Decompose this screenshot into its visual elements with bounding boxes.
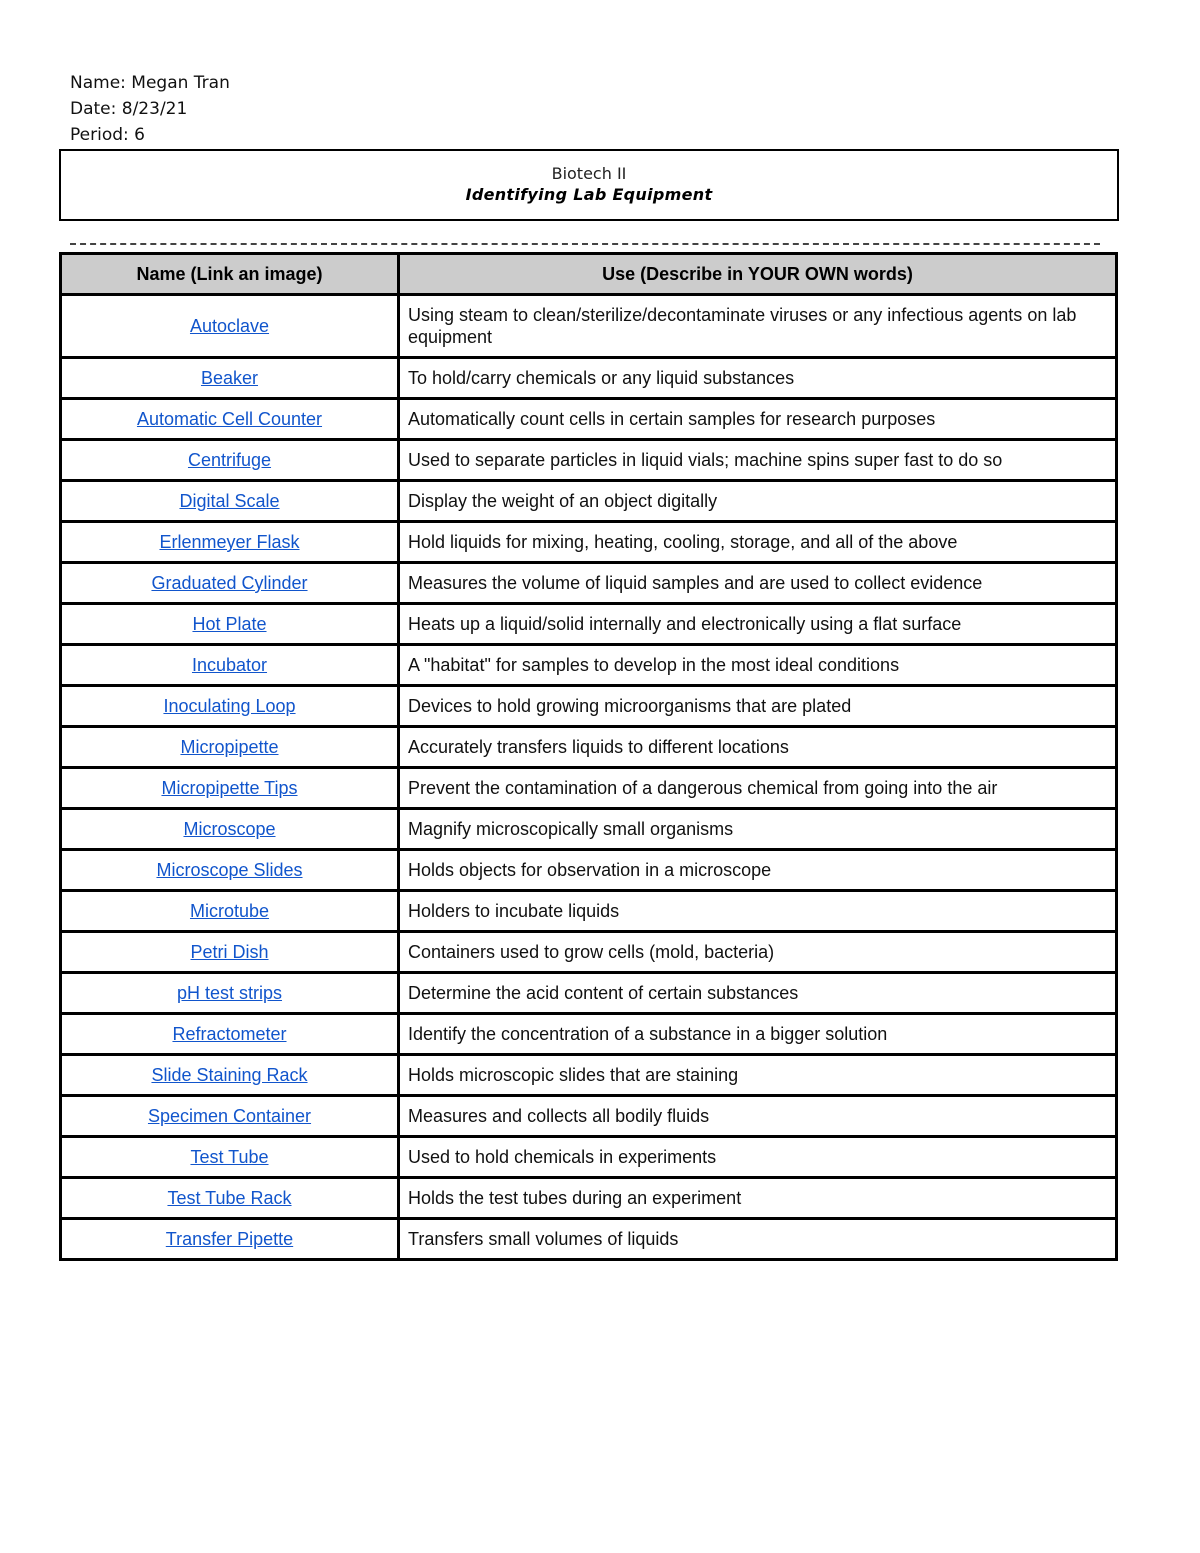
equipment-use-description: Determine the acid content of certain substances — [399, 973, 1117, 1014]
equipment-image-link[interactable]: Graduated Cylinder — [151, 573, 308, 593]
table-row — [61, 440, 1117, 481]
assignment-date: Date: 8/23/21 — [70, 99, 188, 119]
equipment-name-cell — [61, 399, 399, 440]
table-row — [61, 932, 1117, 973]
equipment-name-cell — [61, 850, 399, 891]
table-row — [61, 1178, 1117, 1219]
table-row — [61, 604, 1117, 645]
equipment-use-description: Transfers small volumes of liquids — [399, 1219, 1117, 1260]
table-row — [61, 1055, 1117, 1096]
equipment-use-description: Holds the test tubes during an experiment — [399, 1178, 1117, 1219]
lab-equipment-table — [59, 252, 1118, 1261]
table-row — [61, 522, 1117, 563]
equipment-name-cell — [61, 604, 399, 645]
equipment-image-link[interactable]: Micropipette — [180, 737, 279, 757]
table-header-row — [61, 254, 1117, 295]
equipment-use-description: Identify the concentration of a substance in a bigger solution — [399, 1014, 1117, 1055]
equipment-image-link[interactable]: pH test strips — [176, 983, 283, 1003]
equipment-image-link[interactable]: Slide Staining Rack — [151, 1065, 308, 1085]
equipment-use-description: Devices to hold growing microorganisms that are plated — [399, 686, 1117, 727]
equipment-use-description: Using steam to clean/sterilize/decontaminate viruses or any infectious agents on lab equipment — [399, 295, 1117, 358]
column-header-name: Name (Link an image) — [61, 254, 399, 295]
equipment-name-cell — [61, 1014, 399, 1055]
equipment-image-link[interactable]: Micropipette Tips — [161, 778, 298, 798]
page-title: Identifying Lab Equipment — [465, 185, 713, 204]
equipment-image-link[interactable]: Erlenmeyer Flask — [159, 532, 300, 552]
equipment-name-cell — [61, 563, 399, 604]
equipment-image-link[interactable]: Digital Scale — [179, 491, 280, 511]
equipment-name-cell — [61, 1137, 399, 1178]
equipment-use-description: Measures and collects all bodily fluids — [399, 1096, 1117, 1137]
equipment-use-description: Accurately transfers liquids to different locations — [399, 727, 1117, 768]
equipment-name-cell — [61, 727, 399, 768]
equipment-image-link[interactable]: Specimen Container — [147, 1106, 312, 1126]
equipment-image-link[interactable]: Microscope — [183, 819, 276, 839]
table-row — [61, 358, 1117, 399]
equipment-image-link[interactable]: Automatic Cell Counter — [136, 409, 323, 429]
equipment-use-description: Heats up a liquid/solid internally and electronically using a flat surface — [399, 604, 1117, 645]
equipment-image-link[interactable]: Beaker — [200, 368, 259, 388]
equipment-image-link[interactable]: Refractometer — [172, 1024, 287, 1044]
table-row — [61, 809, 1117, 850]
equipment-use-description: Containers used to grow cells (mold, bacteria) — [399, 932, 1117, 973]
equipment-name-cell — [61, 686, 399, 727]
table-row — [61, 850, 1117, 891]
table-row — [61, 1014, 1117, 1055]
equipment-use-description: Holds microscopic slides that are staining — [399, 1055, 1117, 1096]
equipment-image-link[interactable]: Inoculating Loop — [163, 696, 296, 716]
equipment-use-description: Used to hold chemicals in experiments — [399, 1137, 1117, 1178]
dashed-divider — [70, 243, 1100, 245]
equipment-use-description: Holders to incubate liquids — [399, 891, 1117, 932]
equipment-name-cell — [61, 295, 399, 358]
equipment-use-description: To hold/carry chemicals or any liquid substances — [399, 358, 1117, 399]
equipment-name-cell — [61, 932, 399, 973]
equipment-image-link[interactable]: Transfer Pipette — [165, 1229, 294, 1249]
equipment-image-link[interactable]: Petri Dish — [190, 942, 269, 962]
equipment-image-link[interactable]: Test Tube — [190, 1147, 269, 1167]
table-row — [61, 1096, 1117, 1137]
table-row — [61, 768, 1117, 809]
equipment-name-cell — [61, 1178, 399, 1219]
equipment-image-link[interactable]: Microscope Slides — [156, 860, 303, 880]
table-body — [61, 295, 1117, 1260]
equipment-name-cell — [61, 440, 399, 481]
table-row — [61, 1137, 1117, 1178]
equipment-name-cell — [61, 522, 399, 563]
title-box — [59, 149, 1119, 221]
equipment-name-cell — [61, 891, 399, 932]
equipment-use-description: Hold liquids for mixing, heating, cooling, storage, and all of the above — [399, 522, 1117, 563]
equipment-image-link[interactable]: Autoclave — [189, 316, 270, 336]
table-row — [61, 399, 1117, 440]
table-row — [61, 295, 1117, 358]
class-period: Period: 6 — [70, 125, 145, 145]
equipment-name-cell — [61, 1096, 399, 1137]
table-row — [61, 686, 1117, 727]
equipment-use-description: Prevent the contamination of a dangerous chemical from going into the air — [399, 768, 1117, 809]
equipment-image-link[interactable]: Centrifuge — [187, 450, 272, 470]
equipment-image-link[interactable]: Incubator — [191, 655, 268, 675]
table-row — [61, 481, 1117, 522]
column-header-use: Use (Describe in YOUR OWN words) — [399, 254, 1117, 295]
equipment-image-link[interactable]: Microtube — [189, 901, 270, 921]
table-row — [61, 563, 1117, 604]
equipment-name-cell — [61, 1219, 399, 1260]
student-info — [70, 70, 230, 148]
equipment-use-description: A "habitat" for samples to develop in the most ideal conditions — [399, 645, 1117, 686]
equipment-name-cell — [61, 645, 399, 686]
table-row — [61, 973, 1117, 1014]
table-row — [61, 645, 1117, 686]
table-row — [61, 727, 1117, 768]
table-row — [61, 1219, 1117, 1260]
equipment-name-cell — [61, 768, 399, 809]
equipment-name-cell — [61, 481, 399, 522]
equipment-use-description: Measures the volume of liquid samples and are used to collect evidence — [399, 563, 1117, 604]
equipment-name-cell — [61, 973, 399, 1014]
equipment-name-cell — [61, 1055, 399, 1096]
equipment-use-description: Display the weight of an object digitally — [399, 481, 1117, 522]
student-name: Name: Megan Tran — [70, 73, 230, 93]
equipment-use-description: Holds objects for observation in a microscope — [399, 850, 1117, 891]
course-name: Biotech II — [551, 164, 627, 183]
equipment-use-description: Used to separate particles in liquid vials; machine spins super fast to do so — [399, 440, 1117, 481]
table-row — [61, 891, 1117, 932]
equipment-use-description: Automatically count cells in certain samples for research purposes — [399, 399, 1117, 440]
equipment-name-cell — [61, 358, 399, 399]
equipment-use-description: Magnify microscopically small organisms — [399, 809, 1117, 850]
equipment-image-link[interactable]: Hot Plate — [192, 614, 267, 634]
equipment-name-cell — [61, 809, 399, 850]
equipment-image-link[interactable]: Test Tube Rack — [167, 1188, 292, 1208]
